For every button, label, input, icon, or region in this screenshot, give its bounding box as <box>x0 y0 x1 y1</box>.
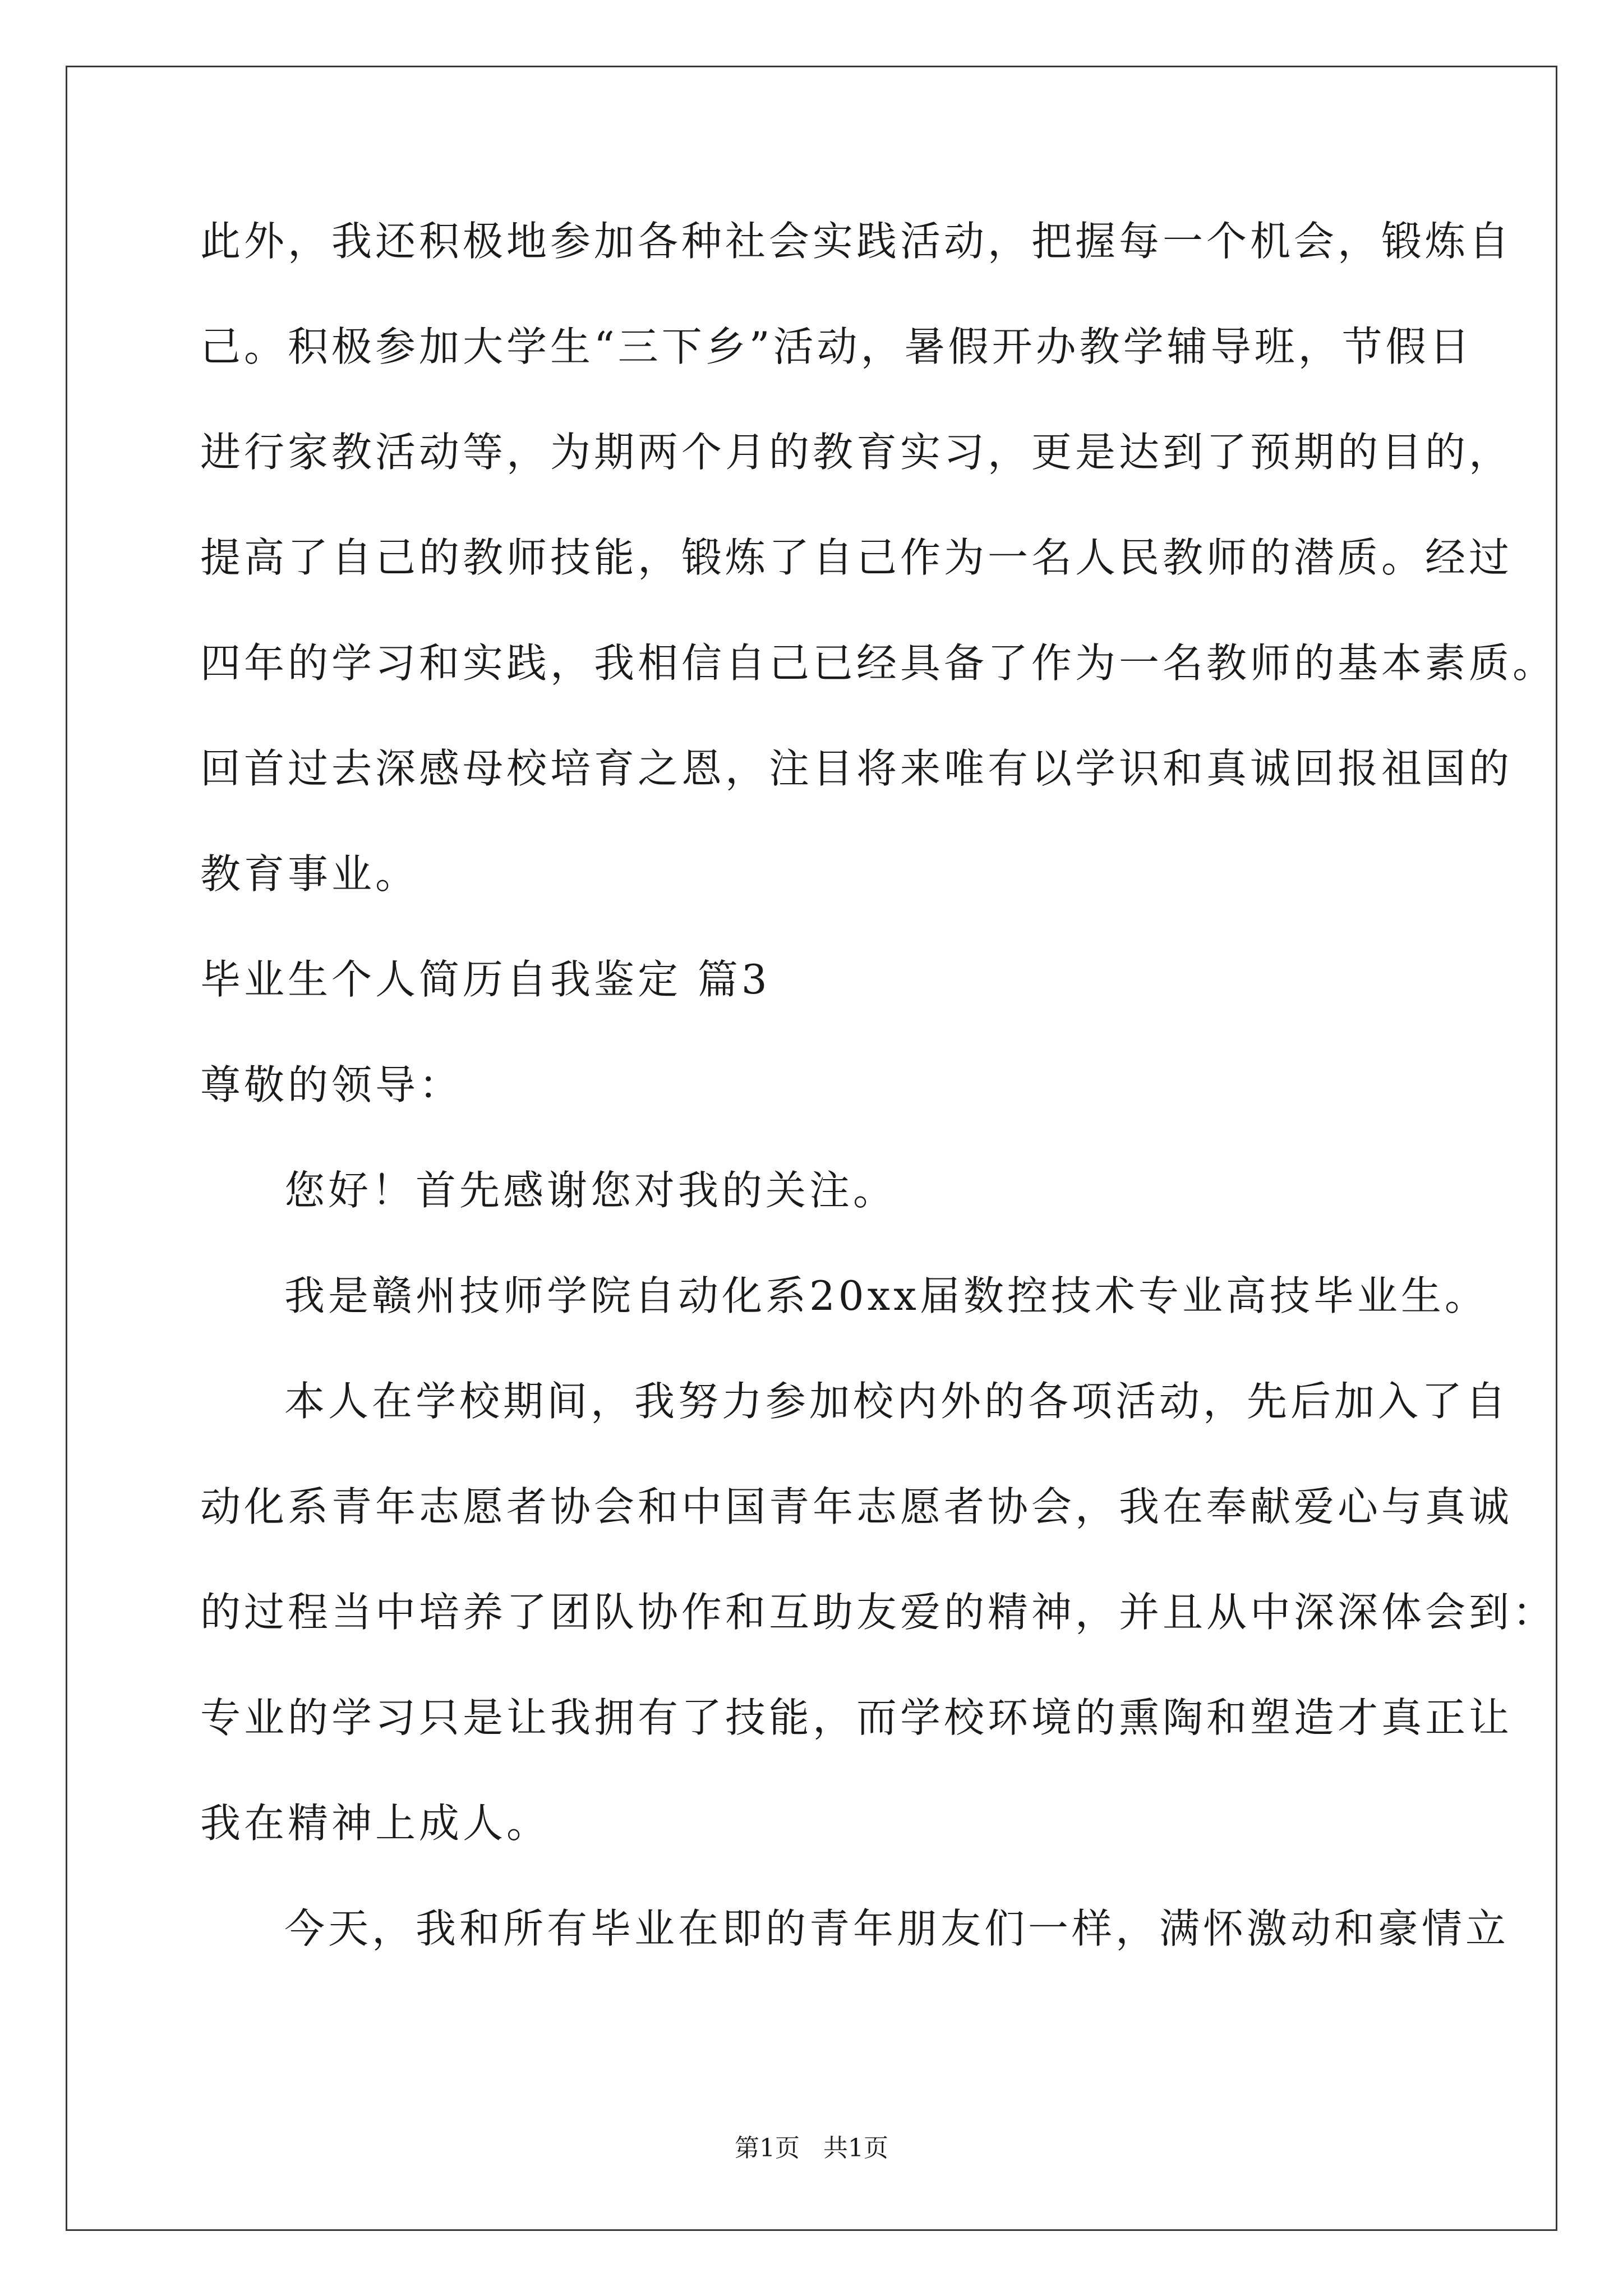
text-line-2: 己。积极参加大学生“三下乡”活动，暑假开办教学辅导班，节假日 <box>200 323 1473 370</box>
text-line-14: 的过程当中培养了团队协作和互助友爱的精神，并且从中深深体会到： <box>200 1589 1557 1636</box>
text-line-12: 本人在学校期间，我努力参加校内外的各项活动，先后加入了自 <box>284 1378 1510 1425</box>
page-footer <box>0 2132 1623 2165</box>
text-line-4: 提高了自己的教师技能，锻炼了自己作为一名人民教师的潜质。经过 <box>200 534 1513 581</box>
text-line-6: 回首过去深感母校培育之恩，注目将来唯有以学识和真诚回报祖国的 <box>200 745 1513 792</box>
text-line-7: 教育事业。 <box>200 850 419 898</box>
document-body <box>200 213 1557 2006</box>
salutation: 尊敬的领导： <box>200 1061 463 1108</box>
text-line-3: 进行家教活动等，为期两个月的教育实习，更是达到了预期的目的， <box>200 429 1513 476</box>
text-line-5: 四年的学习和实践，我相信自己已经具备了作为一名教师的基本素质。 <box>200 639 1557 687</box>
text-line-13: 动化系青年志愿者协会和中国青年志愿者协会，我在奉献爱心与真诚 <box>200 1483 1513 1530</box>
text-line-15: 专业的学习只是让我拥有了技能，而学校环境的熏陶和塑造才真正让 <box>200 1694 1513 1741</box>
greeting-line: 您好！首先感谢您对我的关注。 <box>284 1167 897 1214</box>
text-line-17: 今天，我和所有毕业在即的青年朋友们一样，满怀激动和豪情立 <box>284 1905 1510 1952</box>
text-line-1: 此外，我还积极地参加各种社会实践活动，把握每一个机会，锻炼自 <box>200 218 1513 265</box>
section-heading: 毕业生个人简历自我鉴定 篇3 <box>200 956 771 1003</box>
text-line-16: 我在精神上成人。 <box>200 1800 551 1847</box>
page-number: 第1页 <box>735 2134 800 2162</box>
intro-line: 我是赣州技师学院自动化系20xx届数控技术专业高技毕业生。 <box>284 1272 1488 1319</box>
page-total: 共1页 <box>823 2134 888 2162</box>
